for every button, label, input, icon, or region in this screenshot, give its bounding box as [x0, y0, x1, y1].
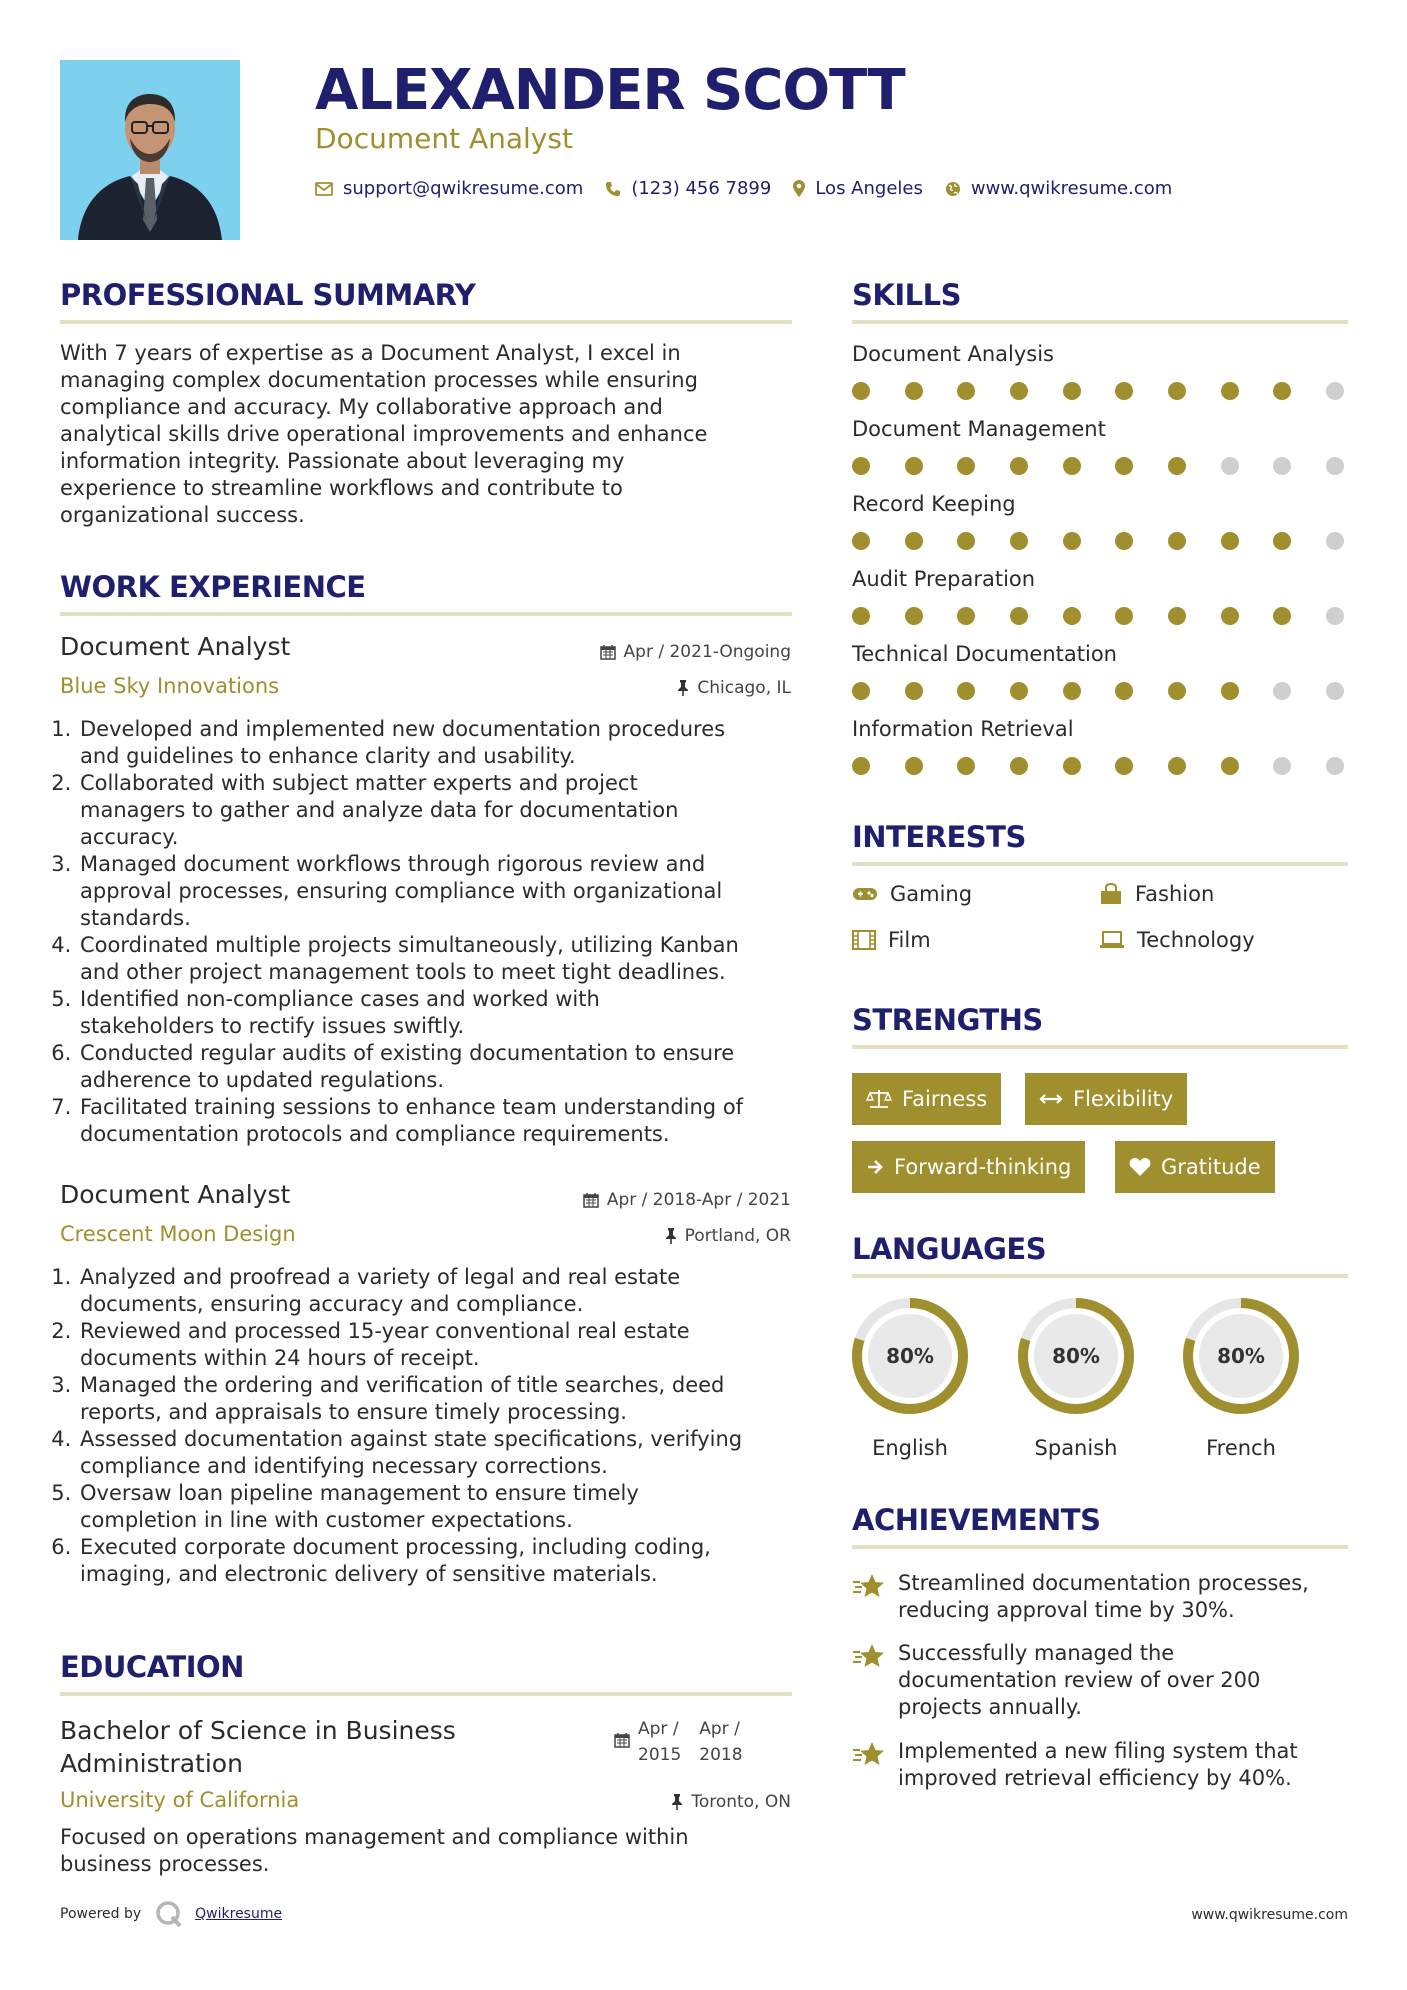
skill-dot [852, 682, 870, 700]
skill-dot [852, 607, 870, 625]
skill-dot [1273, 607, 1291, 625]
skill-dot [1115, 607, 1133, 625]
job-location [665, 1226, 791, 1246]
skill-dot [1273, 682, 1291, 700]
list-item: 5. Identified non-compliance cases and worked with stakeholders to rectify issues swiftly. [78, 986, 792, 1040]
job-title: Document Analyst [60, 1180, 291, 1209]
map-marker-icon [793, 180, 805, 197]
star-badge-icon [852, 1740, 886, 1768]
achievement-item: Implemented a new filing system that improved retrieval efficiency by 40%. [852, 1738, 1348, 1792]
education-location [671, 1792, 791, 1812]
education-end: Apr / 2018 [699, 1719, 743, 1765]
company-name: Blue Sky Innovations [60, 674, 280, 698]
job-date [583, 1190, 791, 1210]
skill-name: Technical Documentation [852, 642, 1117, 666]
skill-dot [1115, 682, 1133, 700]
strengths-heading: STRENGTHS [852, 1003, 1043, 1037]
summary-text [60, 340, 792, 529]
skill-dot [1273, 457, 1291, 475]
gamepad-icon [852, 886, 878, 902]
skill-dot [1063, 382, 1081, 400]
skill-rating [852, 682, 1344, 700]
language-name: English [872, 1436, 948, 1460]
skill-dot [1168, 682, 1186, 700]
language-name: Spanish [1034, 1436, 1118, 1460]
language-progress-ring [848, 1294, 972, 1418]
job-title: Document Analyst [60, 632, 291, 661]
skill-dot [1010, 382, 1028, 400]
contact-location [793, 178, 923, 199]
job-duties-list [60, 716, 792, 1148]
interest-item-technology: Technology [1099, 928, 1255, 952]
star-badge-icon [852, 1642, 886, 1670]
degree-title: Bachelor of Science in Business Administration [60, 1716, 456, 1778]
contact-bar [315, 178, 1194, 199]
skill-dot [1273, 757, 1291, 775]
skill-name: Document Management [852, 417, 1106, 441]
job-duties-list [60, 1264, 792, 1588]
achievements-divider [852, 1545, 1348, 1549]
job-date [600, 642, 791, 662]
achievement-item: Successfully managed the documentation review of over 200 projects annually. [852, 1640, 1348, 1721]
strength-tag-fairness: Fairness [852, 1073, 1001, 1125]
pushpin-icon [665, 1228, 677, 1244]
list-item: 3. Managed document workflows through rigorous review and approval processes, ensuring compliance with organizational standards. [78, 851, 792, 932]
skill-dot [1221, 382, 1239, 400]
location-text: Los Angeles [815, 178, 923, 199]
skill-dot [1115, 382, 1133, 400]
skill-dot [1063, 532, 1081, 550]
skill-rating [852, 757, 1344, 775]
skill-dot [852, 457, 870, 475]
list-item: 6. Conducted regular audits of existing documentation to ensure adherence to updated regulations. [78, 1040, 792, 1094]
achievement-item: Streamlined documentation processes, reducing approval time by 30%. [852, 1570, 1348, 1624]
envelope-icon [315, 182, 333, 196]
skill-dot [1221, 757, 1239, 775]
strengths-divider [852, 1045, 1348, 1049]
experience-divider [60, 612, 792, 616]
skill-dot [957, 682, 975, 700]
calendar-icon [614, 1732, 630, 1748]
email-text: support@qwikresume.com [343, 178, 584, 199]
strength-tag-forward-thinking: Forward-thinking [852, 1141, 1085, 1193]
skill-dot [957, 457, 975, 475]
qwikresume-link[interactable]: Qwikresume [195, 1906, 283, 1922]
list-item: 4. Assessed documentation against state specifications, verifying compliance and identifying necessary corrections. [78, 1426, 792, 1480]
language-name: French [1206, 1436, 1276, 1460]
skill-dot [1010, 682, 1028, 700]
strength-tag-gratitude: Gratitude [1115, 1141, 1275, 1193]
languages-divider [852, 1274, 1348, 1278]
contact-website[interactable] [945, 178, 1172, 199]
skill-dot [1168, 757, 1186, 775]
candidate-role: Document Analyst [315, 122, 573, 155]
language-percent: 80% [886, 1344, 934, 1368]
interest-item-fashion: Fashion [1099, 882, 1214, 906]
skills-heading: SKILLS [852, 278, 961, 312]
skill-dot [905, 682, 923, 700]
skill-dot [905, 457, 923, 475]
company-name: Crescent Moon Design [60, 1222, 296, 1246]
arrows-horizontal-icon [1039, 1092, 1063, 1106]
summary-line: compliance and accuracy. My collaborative approach and [60, 395, 663, 419]
skill-dot [905, 532, 923, 550]
interests-heading: INTERESTS [852, 820, 1026, 854]
summary-line: analytical skills drive operational improvements and enhance [60, 422, 708, 446]
skill-dot [957, 607, 975, 625]
list-item: 2. Reviewed and processed 15-year conventional real estate documents within 24 hours of receipt. [78, 1318, 792, 1372]
skills-divider [852, 320, 1348, 324]
summary-line: With 7 years of expertise as a Document Analyst, I excel in [60, 341, 681, 365]
skill-name: Document Analysis [852, 342, 1054, 366]
powered-by [60, 1900, 282, 1928]
skill-dot [1221, 457, 1239, 475]
skill-dot [1010, 607, 1028, 625]
language-progress-ring [1014, 1294, 1138, 1418]
skill-dot [1168, 532, 1186, 550]
language-item [1014, 1294, 1138, 1460]
phone-icon [605, 181, 621, 197]
experience-heading: WORK EXPERIENCE [60, 570, 366, 604]
language-item [848, 1294, 972, 1460]
skill-dot [1010, 757, 1028, 775]
skill-dot [852, 757, 870, 775]
skill-dot [1326, 532, 1344, 550]
contact-phone[interactable] [605, 178, 771, 199]
qwikresume-logo-icon [155, 1900, 183, 1928]
interest-item-film: Film [852, 928, 931, 952]
summary-line: information integrity. Passionate about leveraging my [60, 449, 625, 473]
skill-dot [1221, 682, 1239, 700]
job-location-text: Portland, OR [684, 1226, 791, 1246]
list-item: 5. Oversaw loan pipeline management to ensure timely completion in line with customer expectations. [78, 1480, 792, 1534]
bag-icon [1099, 883, 1123, 905]
skill-dot [852, 382, 870, 400]
skill-dot [1273, 532, 1291, 550]
language-percent: 80% [1052, 1344, 1100, 1368]
skill-dot [1010, 532, 1028, 550]
skill-dot [1221, 607, 1239, 625]
skill-dot [1326, 682, 1344, 700]
skill-dot [1221, 532, 1239, 550]
skill-rating [852, 457, 1344, 475]
education-start: Apr / 2015 [638, 1719, 682, 1765]
skill-rating [852, 607, 1344, 625]
summary-heading: PROFESSIONAL SUMMARY [60, 278, 476, 312]
skill-dot [1168, 457, 1186, 475]
skill-dot [957, 757, 975, 775]
laptop-icon [1099, 931, 1125, 949]
list-item: 6. Executed corporate document processing, including coding, imaging, and electronic delivery of sensitive materials. [78, 1534, 792, 1588]
skill-dot [905, 607, 923, 625]
skill-name: Record Keeping [852, 492, 1016, 516]
education-heading: EDUCATION [60, 1650, 244, 1684]
skill-dot [1168, 382, 1186, 400]
skill-rating [852, 532, 1344, 550]
contact-email[interactable] [315, 178, 583, 199]
skill-rating [852, 382, 1344, 400]
job-location [677, 678, 791, 698]
skill-dot [957, 382, 975, 400]
pushpin-icon [677, 680, 689, 696]
list-item: 1. Developed and implemented new documentation procedures and guidelines to enhance clarity and usability. [78, 716, 792, 770]
summary-divider [60, 320, 792, 324]
skill-dot [1063, 682, 1081, 700]
skill-dot [1168, 607, 1186, 625]
job-location-text: Chicago, IL [697, 678, 791, 698]
skill-dot [905, 757, 923, 775]
list-item: 2. Collaborated with subject matter experts and project managers to gather and analyze data for documentation accuracy. [78, 770, 792, 851]
skill-dot [1326, 382, 1344, 400]
skill-dot [1326, 757, 1344, 775]
interests-divider [852, 862, 1348, 866]
education-date [614, 1716, 743, 1768]
globe-icon [945, 181, 961, 197]
job-date-text: Apr / 2018-Apr / 2021 [606, 1190, 791, 1210]
skill-dot [1063, 457, 1081, 475]
summary-line: managing complex documentation processes while ensuring [60, 368, 698, 392]
achievements-heading: ACHIEVEMENTS [852, 1503, 1101, 1537]
skill-dot [1010, 457, 1028, 475]
list-item: 1. Analyzed and proofread a variety of legal and real estate documents, ensuring accuracy and compliance. [78, 1264, 792, 1318]
skill-dot [852, 532, 870, 550]
calendar-icon [600, 644, 616, 660]
list-item: 4. Coordinated multiple projects simultaneously, utilizing Kanban and other project management tools to meet tight deadlines. [78, 932, 792, 986]
skill-dot [1273, 382, 1291, 400]
star-badge-icon [852, 1572, 886, 1600]
school-name: University of California [60, 1788, 300, 1812]
skill-dot [1326, 457, 1344, 475]
skill-dot [1115, 532, 1133, 550]
footer-website[interactable]: www.qwikresume.com [1191, 1907, 1348, 1923]
summary-line: organizational success. [60, 503, 305, 527]
balance-scale-icon [866, 1089, 892, 1109]
strength-tag-flexibility: Flexibility [1025, 1073, 1187, 1125]
education-location-text: Toronto, ON [691, 1792, 791, 1812]
job-date-text: Apr / 2021-Ongoing [623, 642, 791, 662]
languages-heading: LANGUAGES [852, 1232, 1047, 1266]
language-progress-ring [1179, 1294, 1303, 1418]
summary-line: experience to streamline workflows and contribute to [60, 476, 623, 500]
education-divider [60, 1692, 792, 1696]
website-text: www.qwikresume.com [970, 178, 1173, 199]
list-item: 3. Managed the ordering and verification of title searches, deed reports, and appraisals to ensure timely processing. [78, 1372, 792, 1426]
skill-dot [1063, 757, 1081, 775]
film-icon [852, 930, 876, 950]
arrow-right-icon [866, 1159, 884, 1175]
language-percent: 80% [1217, 1344, 1265, 1368]
education-description: Focused on operations management and compliance within business processes. [60, 1825, 689, 1876]
candidate-name: ALEXANDER SCOTT [315, 58, 905, 123]
skill-dot [1063, 607, 1081, 625]
list-item: 7. Facilitated training sessions to enhance team understanding of documentation protocols and compliance requirements. [78, 1094, 792, 1148]
powered-by-label: Powered by [60, 1906, 142, 1922]
pushpin-icon [671, 1794, 683, 1810]
skill-dot [1115, 457, 1133, 475]
skill-name: Information Retrieval [852, 717, 1074, 741]
skill-dot [957, 532, 975, 550]
skill-name: Audit Preparation [852, 567, 1036, 591]
skill-dot [1115, 757, 1133, 775]
interest-item-gaming: Gaming [852, 882, 972, 906]
language-item [1179, 1294, 1303, 1460]
profile-photo [60, 60, 240, 240]
phone-text: (123) 456 7899 [631, 178, 772, 199]
heart-icon [1129, 1157, 1151, 1177]
skill-dot [1326, 607, 1344, 625]
skill-dot [905, 382, 923, 400]
calendar-icon [583, 1192, 599, 1208]
